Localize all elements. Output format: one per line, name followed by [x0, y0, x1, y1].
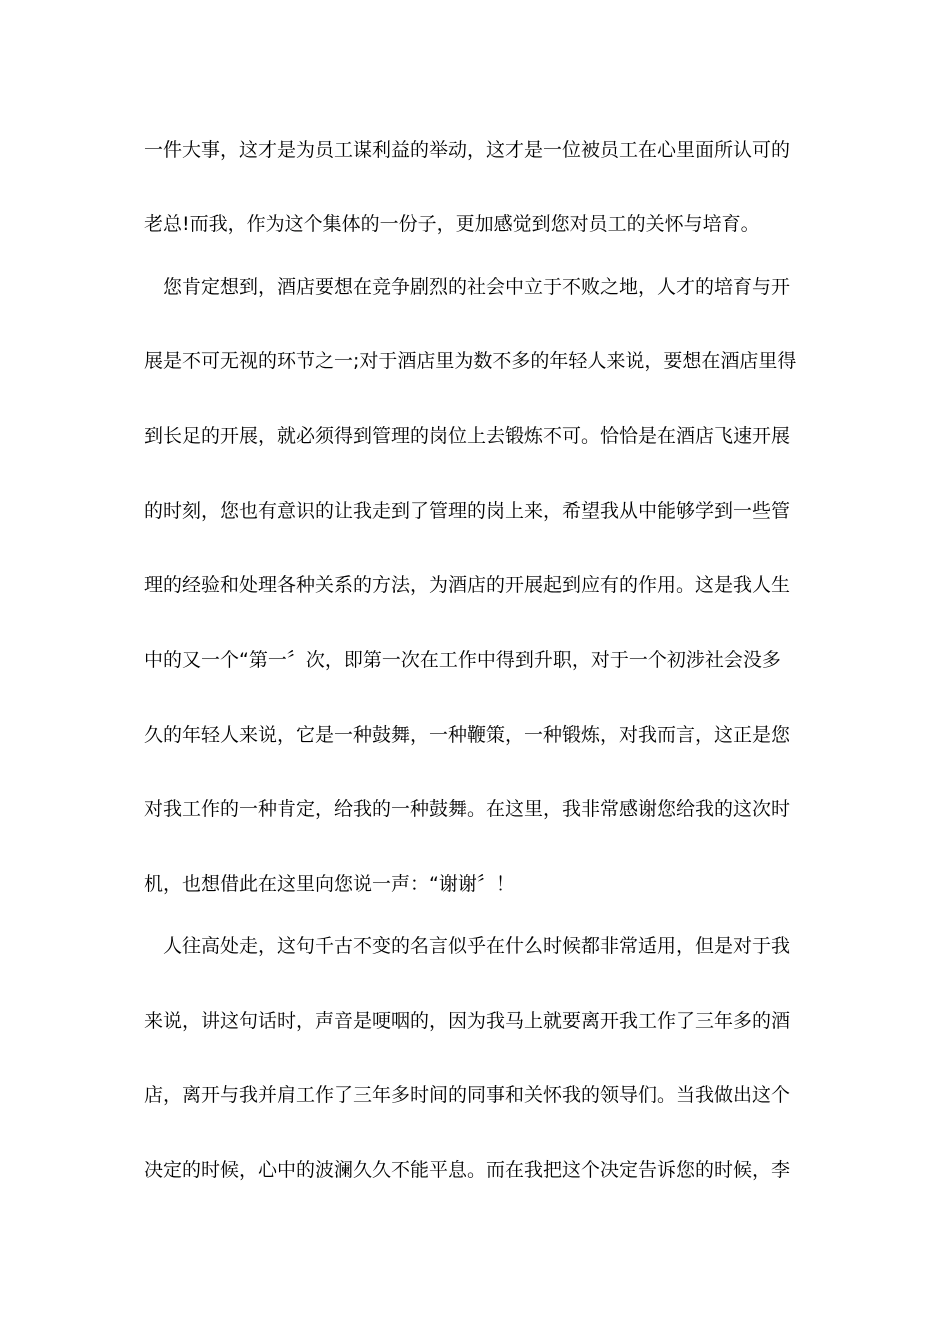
text-line: 中的又一个“第一〞次，即第一次在工作中得到升职，对于一个初涉社会没多	[144, 649, 781, 671]
text-line: 店，离开与我并肩工作了三年多时间的同事和关怀我的领导们。当我做出这个	[144, 1084, 791, 1106]
text-line: 展是不可无视的环节之一;对于酒店里为数不多的年轻人来说，要想在酒店里得	[144, 350, 797, 372]
text-line: 您肯定想到，酒店要想在竞争剧烈的社会中立于不败之地，人才的培育与开	[144, 276, 791, 298]
text-line: 久的年轻人来说，它是一种鼓舞，一种鞭策，一种锻炼，对我而言，这正是您	[144, 724, 791, 746]
text-line: 一件大事，这才是为员工谋利益的举动，这才是一位被员工在心里面所认可的	[144, 139, 791, 161]
text-line: 老总!而我，作为这个集体的一份子，更加感觉到您对员工的关怀与培育。	[144, 213, 760, 235]
text-line: 来说，讲这句话时，声音是哽咽的，因为我马上就要离开我工作了三年多的酒	[144, 1010, 791, 1032]
text-line: 到长足的开展，就必须得到管理的岗位上去锻炼不可。恰恰是在酒店飞速开展	[144, 425, 791, 447]
text-line: 人往高处走，这句千古不变的名言似乎在什么时候都非常适用，但是对于我	[144, 935, 791, 957]
text-line: 理的经验和处理各种关系的方法，为酒店的开展起到应有的作用。这是我人生	[144, 574, 791, 596]
text-line: 的时刻，您也有意识的让我走到了管理的岗上来，希望我从中能够学到一些管	[144, 500, 791, 522]
text-line: 决定的时候，心中的波澜久久不能平息。而在我把这个决定告诉您的时候，李	[144, 1159, 791, 1181]
text-line: 对我工作的一种肯定，给我的一种鼓舞。在这里，我非常感谢您给我的这次时	[144, 798, 791, 820]
text-line: 机，也想借此在这里向您说一声：“谢谢〞！	[144, 873, 515, 895]
